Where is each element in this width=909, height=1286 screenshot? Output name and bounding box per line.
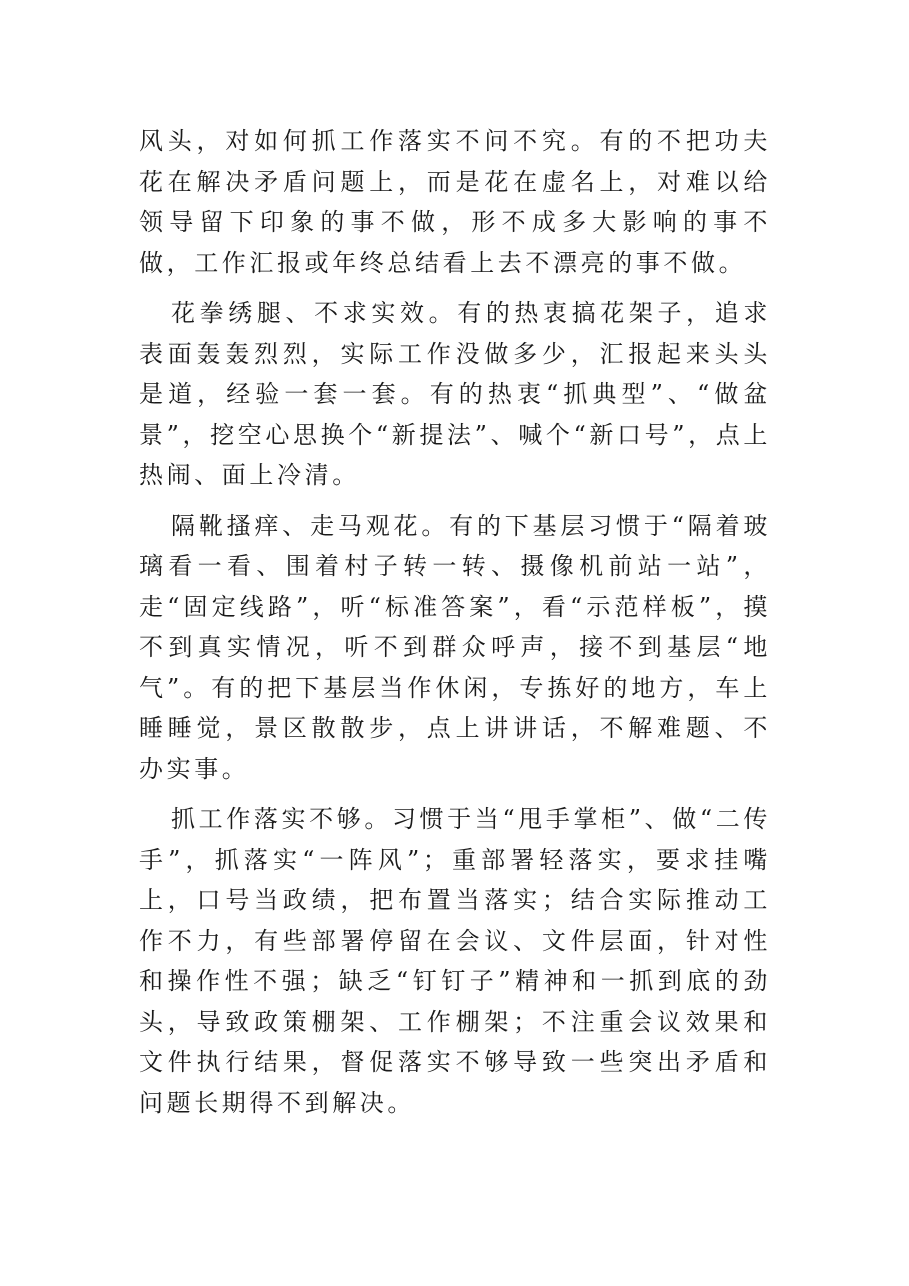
paragraph-1: 风头，对如何抓工作落实不问不究。有的不把功夫花在解决矛盾问题上，而是花在虚名上，对难以给领导留下印象的事不做，形不成多大影响的事不做，工作汇报或年终总结看上去不漂亮的事不做。: [139, 127, 771, 277]
document-body: [139, 121, 771, 1133]
paragraph-4: 抓工作落实不够。习惯于当“甩手掌柜”、做“二传手”，抓落实“一阵风”；重部署轻落实，要求挂嘴上，口号当政绩，把布置当落实；结合实际推动工作不力，有些部署停留在会议、文件层面，针对性和操作性不强；缺乏“钉钉子”精神和一抓到底的劲头，导致政策棚架、工作棚架；不注重会议效果和文件执行结果，督促落实不够导致一些突出矛盾和问题长期得不到解决。: [139, 805, 771, 1117]
paragraph-3: 隔靴搔痒、走马观花。有的下基层习惯于“隔着玻璃看一看、围着村子转一转、摄像机前站一站”，走“固定线路”，听“标准答案”，看“示范样板”，摸不到真实情况，听不到群众呼声，接不到基层“地气”。有的把下基层当作休闲，专拣好的地方，车上睡睡觉，景区散散步，点上讲讲话，不解难题、不办实事。: [139, 511, 771, 783]
paragraph-2: 花拳绣腿、不求实效。有的热衷搞花架子，追求表面轰轰烈烈，实际工作没做多少，汇报起来头头是道，经验一套一套。有的热衷“抓典型”、“做盆景”，挖空心思换个“新提法”、喊个“新口号”，点上热闹、面上冷清。: [139, 299, 771, 489]
